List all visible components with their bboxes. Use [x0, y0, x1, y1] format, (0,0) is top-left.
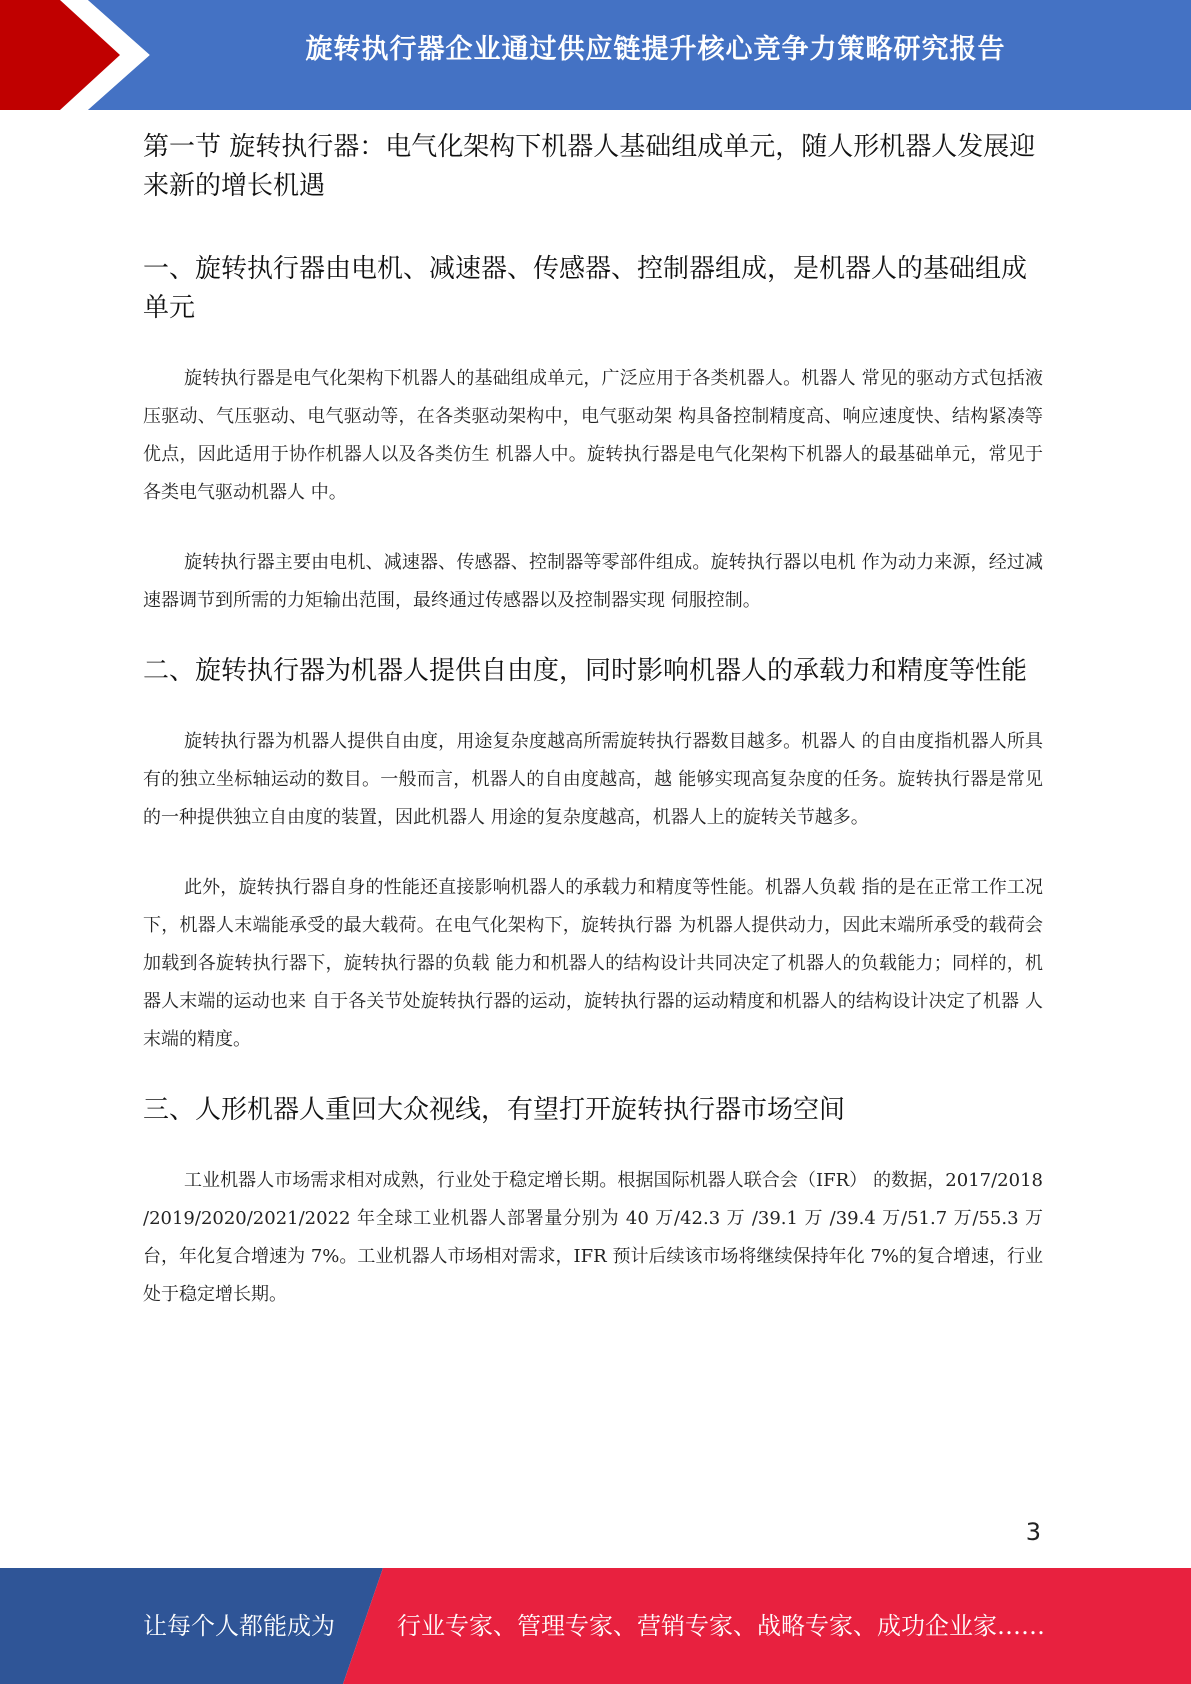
header-title: 旋转执行器企业通过供应链提升核心竞争力策略研究报告 [305, 34, 1006, 65]
section-title: 第一节 旋转执行器：电气化架构下机器人基础组成单元，随人形机器人发展迎来新的增长机遇 [143, 132, 1036, 201]
footer-slogan-left: 让每个人都能成为 [143, 1612, 335, 1640]
paragraph: 旋转执行器是电气化架构下机器人的基础组成单元，广泛应用于各类机器人。机器人 常见的驱动方式包括液压驱动、气压驱动、电气驱动等，在各类驱动架构中，电气驱动架 构具备控制精度高、响应速度快、结构紧凑等优点，因此适用于协作机器人以及各类仿生 机器人中。旋转执行器是电气化架构下机器人的最基础单元，常见于各类电气驱动机器人 中。 [143, 368, 1043, 503]
page-footer [0, 1568, 1191, 1684]
page-number: 3 [1025, 1518, 1041, 1546]
document-body [143, 128, 1043, 1346]
paragraph: 此外，旋转执行器自身的性能还直接影响机器人的承载力和精度等性能。机器人负载 指的是在正常工作工况下，机器人末端能承受的最大载荷。在电气化架构下，旋转执行器 为机器人提供动力，因此末端所承受的载荷会加载到各旋转执行器下，旋转执行器的负载 能力和机器人的结构设计共同决定了机器人的负载能力；同样的，机器人末端的运动也来 自于各关节处旋转执行器的运动，旋转执行器的运动精度和机器人的结构设计决定了机器 人末端的精度。 [143, 877, 1043, 1050]
section-heading-1: 一、旋转执行器由电机、减速器、传感器、控制器组成，是机器人的基础组成 单元 [143, 254, 1028, 323]
section-heading-3: 三、人形机器人重回大众视线，有望打开旋转执行器市场空间 [143, 1095, 846, 1125]
paragraph: 旋转执行器为机器人提供自由度，用途复杂度越高所需旋转执行器数目越多。机器人 的自由度指机器人所具有的独立坐标轴运动的数目。一般而言，机器人的自由度越高，越 能够实现高复杂度的任务。旋转执行器是常见的一种提供独立自由度的装置，因此机器人 用途的复杂度越高，机器人上的旋转关节越多。 [143, 731, 1043, 828]
footer-slogan-right: 行业专家、管理专家、营销专家、战略专家、成功企业家…… [397, 1612, 1045, 1640]
paragraph: 工业机器人市场需求相对成熟，行业处于稳定增长期。根据国际机器人联合会（IFR） 的数据，2017/2018 /2019/2020/2021/2022 年全球工业机器人部署量分别为 40 万/42.3 万 /39.1 万 /39.4 万/51.7 万/55.3 万台，年化复合增速为 7%。工业机器人市场相对需求，IFR 预计后续该市场将继续保持年化 7%的复合增速，行业处于稳定增长期。 [143, 1170, 1043, 1305]
section-heading-2: 二、旋转执行器为机器人提供自由度，同时影响机器人的承载力和精度等性能 [143, 656, 1028, 686]
paragraph: 旋转执行器主要由电机、减速器、传感器、控制器等零部件组成。旋转执行器以电机 作为动力来源，经过减速器调节到所需的力矩输出范围，最终通过传感器以及控制器实现 伺服控制。 [143, 552, 1043, 611]
page-header [0, 0, 1191, 110]
